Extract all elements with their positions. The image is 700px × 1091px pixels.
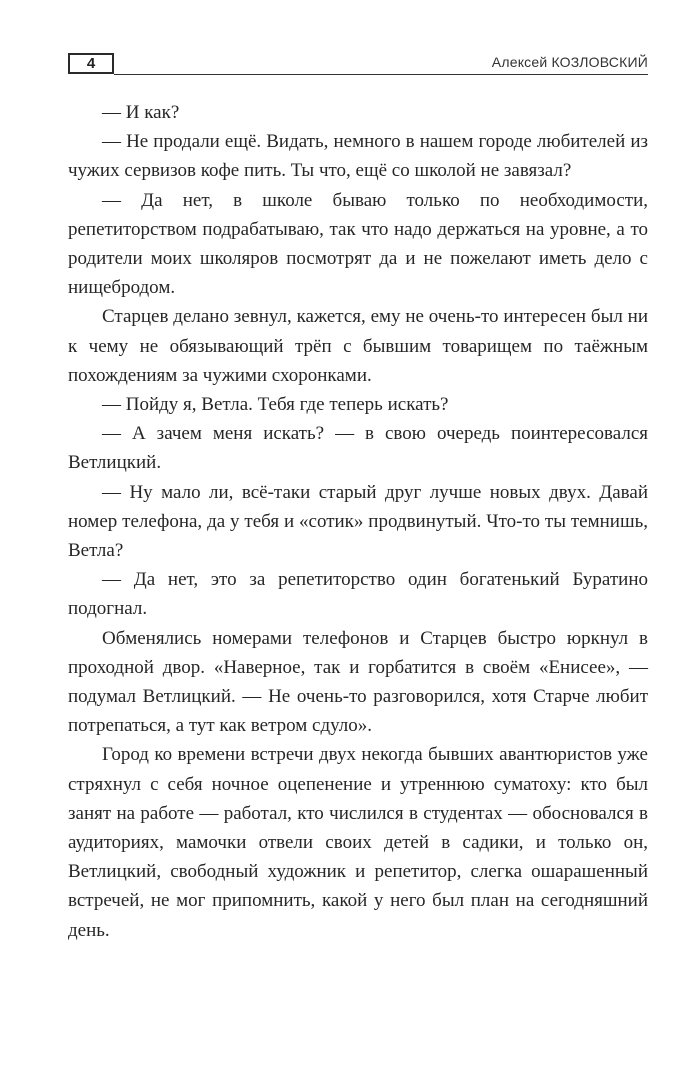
- paragraph: Город ко времени встречи двух некогда бывших авантюристов уже стряхнул с себя ночное оцепенение и утреннюю суматоху: кто был занят на работе — работал, кто числился в студентах — обосновался в аудиториях, мамочки отвели своих детей в садики, и только он, Ветлицкий, свободный художник и репетитор, слегка ошарашенный встречей, не мог припомнить, какой у него был план на сегодняшний день.: [68, 744, 648, 941]
- paragraph: — Ну мало ли, всё-таки старый друг лучше новых двух. Давай номер телефона, да у тебя и «сотик» продвинутый. Что-то ты темнишь, Ветла?: [68, 481, 648, 562]
- paragraph: — Да нет, в школе бываю только по необходимости, репетиторством подрабатываю, так что надо держаться на уровне, а то родители моих школяров посмотрят да и не пожелают иметь дело с нищебродом.: [68, 189, 648, 299]
- paragraph: — И как?: [102, 102, 180, 123]
- paragraph: Обменялись номерами телефонов и Старцев быстро юркнул в проходной двор. «Наверное, так и горбатится в своём «Енисее», — подумал Ветлицкий. — Не очень-то разговорился, хотя Старче любит потрепаться, а тут как ветром сдуло».: [68, 627, 648, 737]
- paragraph: Старцев делано зевнул, кажется, ему не очень-то интересен был ни к чему не обязывающий трёп с бывшим товарищем по таёжным похождениям за чужими схоронками.: [68, 306, 648, 386]
- paragraph: — Да нет, это за репетиторство один богатенький Буратино подогнал.: [68, 569, 648, 620]
- paragraph: — Пойду я, Ветла. Тебя где теперь искать?: [102, 394, 449, 416]
- paragraph: — А зачем меня искать? — в свою очередь поинтересовался Ветлицкий.: [68, 423, 648, 474]
- running-header-author: Алексей КОЗЛОВСКИЙ: [491, 54, 648, 70]
- paragraph: — Не продали ещё. Видать, немного в нашем городе любителей из чужих сервизов кофе пить. Ты что, ещё со школой не завязал?: [68, 131, 648, 182]
- header-rule: [114, 74, 648, 75]
- body-text: [68, 98, 648, 945]
- page-number: 4: [68, 53, 114, 74]
- running-header: [68, 53, 648, 77]
